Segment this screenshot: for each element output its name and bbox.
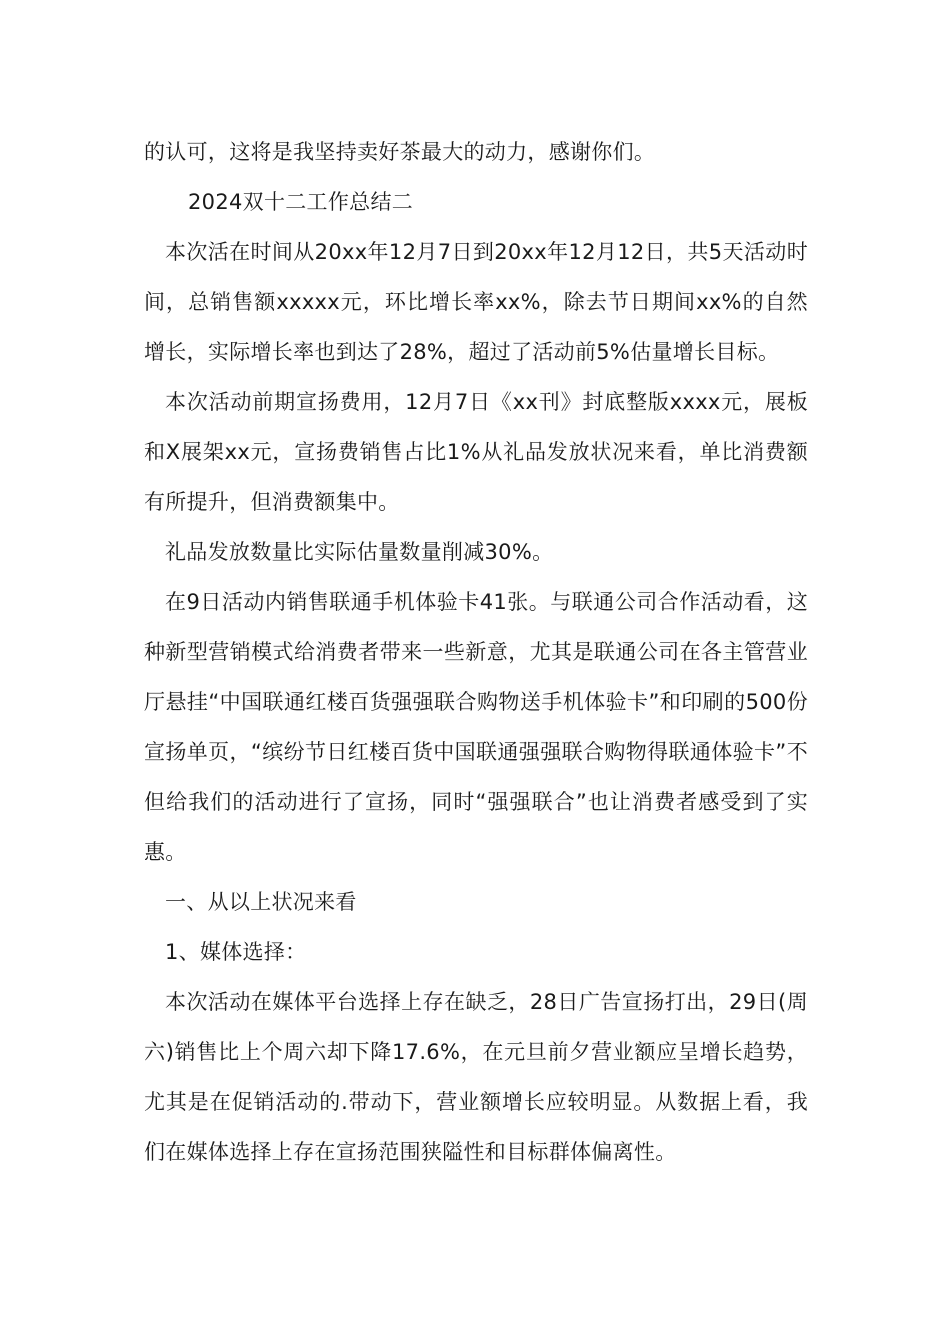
section-title: 2024双十二工作总结二 xyxy=(188,190,414,214)
paragraph-activity-summary: 本次活在时间从20xx年12月7日到20xx年12月12日，共5天活动时间，总销售额xxxxx元，环比增长率xx%，除去节日期间xx%的自然增长，实际增长率也到达了28%，超过了活动前5%估量增长目标。 xyxy=(144,240,808,364)
document-body xyxy=(144,127,808,1177)
paragraph-promotion-cost: 本次活动前期宣扬费用，12月7日《xx刊》封底整版xxxx元，展板和X展架xx元，宣扬费销售占比1%从礼品发放状况来看，单比消费额有所提升，但消费额集中。 xyxy=(144,390,808,514)
paragraph-gift-reduction: 礼品发放数量比实际估量数量削减30%。 xyxy=(165,540,554,564)
paragraph-continuation: 的认可，这将是我坚持卖好茶最大的动力，感谢你们。 xyxy=(144,140,656,164)
heading-analysis: 一、从以上状况来看 xyxy=(165,890,357,914)
paragraph-media-analysis: 本次活动在媒体平台选择上存在缺乏，28日广告宣扬打出，29日(周六)销售比上个周六却下降17.6%，在元旦前夕营业额应呈增长趋势，尤其是在促销活动的.带动下，营业额增长应较明显。从数据上看，我们在媒体选择上存在宣扬范围狭隘性和目标群体偏离性。 xyxy=(144,990,808,1164)
heading-media-selection: 1、媒体选择： xyxy=(165,940,307,964)
paragraph-unicom-cooperation: 在9日活动内销售联通手机体验卡41张。与联通公司合作活动看，这种新型营销模式给消费者带来一些新意，尤其是联通公司在各主管营业厅悬挂“中国联通红楼百货强强联合购物送手机体验卡”和印刷的500份宣扬单页，“缤纷节日红楼百货中国联通强强联合购物得联通体验卡”不但给我们的活动进行了宣扬，同时“强强联合”也让消费者感受到了实惠。 xyxy=(144,590,808,864)
